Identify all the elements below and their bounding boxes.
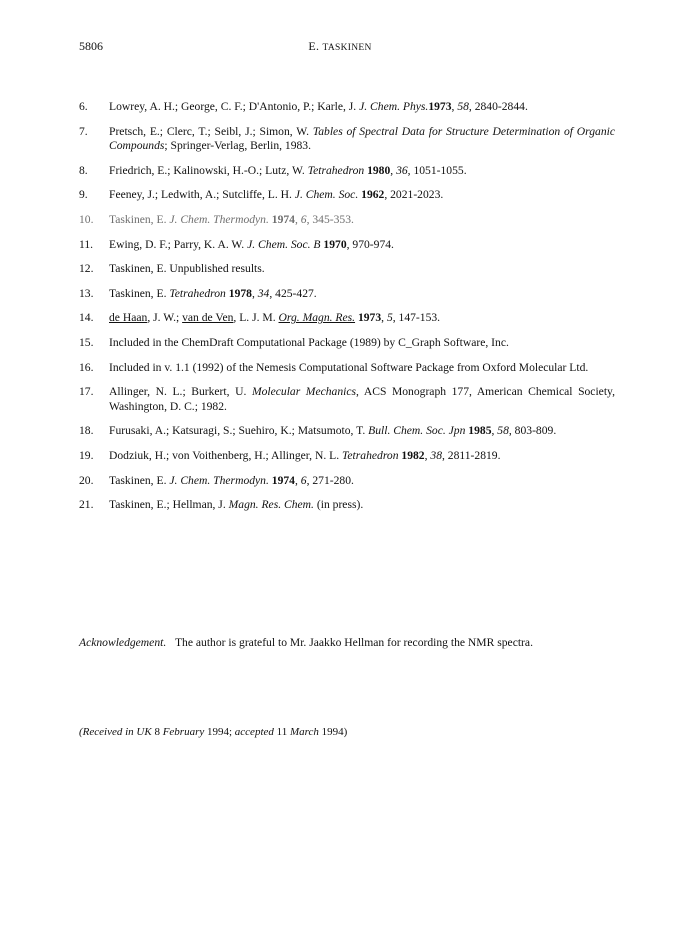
text-run: , 147-153. bbox=[392, 311, 441, 325]
text-run: J. Chem. Phys. bbox=[359, 100, 429, 113]
text-run: 58 bbox=[497, 424, 509, 438]
text-run: , J. W.; bbox=[147, 311, 183, 325]
reference-number: 18. bbox=[79, 424, 94, 438]
acknowledgement bbox=[79, 632, 615, 654]
text-run: , 803-809. bbox=[508, 424, 557, 438]
reference-item bbox=[79, 164, 615, 179]
text-run: Tetrahedron bbox=[342, 448, 399, 462]
reference-number: 19. bbox=[79, 448, 94, 462]
reference-item bbox=[79, 498, 615, 513]
text-run: (in press). bbox=[313, 498, 364, 512]
text-run: Magn. Res. Chem. bbox=[228, 498, 314, 512]
text-run: 1974 bbox=[271, 212, 295, 226]
running-head-surname: TASKINEN bbox=[322, 43, 372, 53]
reference-number: 7. bbox=[79, 124, 88, 138]
text-run: , 2840-2844. bbox=[468, 100, 528, 113]
reference-item bbox=[79, 213, 615, 228]
text-run: March bbox=[289, 726, 319, 738]
text-run: 1978 bbox=[228, 286, 252, 300]
reference-item bbox=[79, 262, 615, 277]
text-run: 1982 bbox=[401, 448, 425, 462]
text-run: 1994) bbox=[318, 726, 348, 738]
text-run: , bbox=[251, 286, 258, 300]
text-run: Furusaki, A.; Katsuragi, S.; Suehiro, K.; Matsumoto, T. bbox=[109, 424, 369, 438]
acknowledgement-heading: Acknowledgement. bbox=[79, 636, 167, 649]
text-run: ; Springer-Verlag, Berlin, 1983. bbox=[164, 139, 311, 153]
text-run: Taskinen, E. bbox=[109, 212, 170, 226]
reference-number: 14. bbox=[79, 311, 94, 325]
reference-number: 20. bbox=[79, 473, 94, 487]
reference-number: 12. bbox=[79, 262, 94, 276]
reference-text bbox=[109, 336, 615, 351]
text-run: Friedrich, E.; Kalinowski, H.-O.; Lutz, W. bbox=[109, 163, 308, 177]
text-run: 36 bbox=[396, 163, 408, 177]
text-run: Org. Magn. Res. bbox=[278, 311, 356, 325]
reference-number: 15. bbox=[79, 335, 94, 349]
text-run: Tables of Spectral Data for Structure Determination of Organic Compounds bbox=[109, 124, 615, 153]
text-run: 8 bbox=[151, 726, 163, 738]
reference-number: 10. bbox=[79, 212, 94, 226]
reference-text bbox=[109, 498, 615, 513]
text-run: , bbox=[424, 448, 431, 462]
text-run: Taskinen, E. bbox=[109, 473, 170, 487]
reference-text bbox=[109, 311, 615, 326]
reference-item bbox=[79, 361, 615, 376]
text-run: , 425-427. bbox=[269, 286, 317, 300]
text-run: Included in the ChemDraft Computational Package (1989) by C_Graph Software, Inc. bbox=[109, 335, 509, 349]
reference-item bbox=[79, 385, 615, 414]
text-run: , 1051-1055. bbox=[407, 163, 467, 177]
text-run: Feeney, J.; Ledwith, A.; Sutcliffe, L. H. bbox=[109, 188, 295, 202]
text-run: , 970-974. bbox=[346, 237, 394, 251]
reference-number: 8. bbox=[79, 163, 88, 177]
reference-number: 16. bbox=[79, 360, 94, 374]
text-run: , bbox=[381, 311, 387, 325]
reference-item bbox=[79, 449, 615, 464]
text-run: 1974 bbox=[271, 473, 295, 487]
text-run: 38 bbox=[430, 448, 442, 462]
text-run: 5 bbox=[386, 311, 393, 325]
text-run: , bbox=[491, 424, 498, 438]
text-run: 1973 bbox=[428, 100, 452, 113]
acknowledgement-text: The author is grateful to Mr. Jaakko Hellman for recording the NMR spectra. bbox=[174, 636, 533, 649]
reference-text bbox=[109, 262, 615, 277]
reference-text bbox=[109, 424, 615, 439]
text-run: , L. J. M. bbox=[233, 311, 279, 325]
text-run: 1985 bbox=[468, 424, 492, 438]
text-run: 34 bbox=[257, 286, 270, 300]
text-run: , bbox=[390, 163, 397, 177]
received-dates bbox=[79, 726, 347, 738]
text-run: J. Chem. Thermodyn. bbox=[169, 473, 269, 487]
text-run: , 2021-2023. bbox=[384, 188, 444, 202]
text-run: , ACS Monograph 177, American Chemical Society, Washington, D. C.; 1982. bbox=[109, 385, 615, 413]
text-run: J. Chem. Soc. B bbox=[247, 237, 321, 251]
text-run: 1973 bbox=[357, 311, 382, 325]
text-run: , bbox=[451, 100, 458, 113]
text-run: 1980 bbox=[367, 163, 391, 177]
text-run: Pretsch, E.; Clerc, T.; Seibl, J.; Simon, W. bbox=[109, 124, 313, 138]
reference-item bbox=[79, 336, 615, 351]
text-run: , bbox=[294, 473, 301, 487]
text-run: Taskinen, E. Unpublished results. bbox=[109, 262, 265, 276]
reference-text bbox=[109, 100, 615, 115]
reference-text bbox=[109, 188, 615, 203]
reference-text bbox=[109, 238, 615, 253]
reference-list bbox=[79, 100, 615, 523]
reference-text bbox=[109, 385, 615, 414]
text-run: Tetrahedron bbox=[307, 163, 365, 177]
reference-number: 21. bbox=[79, 498, 94, 512]
text-run: Dodziuk, H.; von Voithenberg, H.; Allinger, N. L. bbox=[109, 448, 343, 462]
text-run: Included in v. 1.1 (1992) of the Nemesis Computational Software Package from Oxford Molecular Ltd. bbox=[109, 360, 589, 374]
text-run: 1962 bbox=[361, 188, 385, 202]
text-run: J. Chem. Soc. bbox=[294, 188, 359, 202]
text-run: de Haan bbox=[109, 311, 148, 325]
text-run: 58 bbox=[457, 100, 469, 113]
text-run: 6 bbox=[300, 473, 307, 487]
text-run: , bbox=[294, 212, 301, 226]
text-run: 1970 bbox=[323, 237, 347, 251]
text-run: Ewing, D. F.; Parry, K. A. W. bbox=[109, 237, 248, 251]
reference-number: 13. bbox=[79, 286, 94, 300]
reference-item bbox=[79, 238, 615, 253]
reference-item bbox=[79, 287, 615, 302]
text-run: accepted bbox=[234, 726, 274, 738]
text-run: Taskinen, E.; Hellman, J. bbox=[109, 498, 229, 512]
running-head bbox=[0, 39, 680, 54]
reference-number: 9. bbox=[79, 188, 88, 202]
text-run: , 345-353. bbox=[306, 212, 354, 226]
reference-text bbox=[109, 449, 615, 464]
text-run: Tetrahedron bbox=[169, 286, 226, 300]
text-run: Lowrey, A. H.; George, C. F.; D'Antonio, P.; Karle, J. bbox=[109, 100, 360, 113]
reference-item bbox=[79, 100, 615, 115]
text-run: Taskinen, E. bbox=[109, 286, 170, 300]
text-run: February bbox=[162, 726, 205, 738]
text-run: 11 bbox=[273, 726, 290, 738]
reference-item bbox=[79, 125, 615, 154]
reference-number: 6. bbox=[79, 100, 88, 113]
reference-number: 11. bbox=[79, 237, 94, 251]
reference-item bbox=[79, 474, 615, 489]
reference-item bbox=[79, 188, 615, 203]
text-run: Molecular Mechanics bbox=[251, 385, 357, 399]
reference-item bbox=[79, 424, 615, 439]
text-run: , 271-280. bbox=[306, 473, 354, 487]
text-run: van de Ven bbox=[182, 311, 234, 325]
text-run: , 2811-2819. bbox=[441, 448, 501, 462]
reference-text bbox=[109, 164, 615, 179]
text-run: 1994; bbox=[204, 726, 235, 738]
text-run: (Received in UK bbox=[79, 726, 152, 738]
running-head-initial: E. bbox=[308, 39, 323, 53]
text-run: Allinger, N. L.; Burkert, U. bbox=[109, 385, 252, 399]
text-run: Bull. Chem. Soc. Jpn bbox=[368, 424, 466, 438]
reference-text bbox=[109, 287, 615, 302]
reference-item bbox=[79, 311, 615, 326]
text-run: J. Chem. Thermodyn. bbox=[169, 212, 269, 226]
reference-number: 17. bbox=[79, 385, 94, 399]
reference-text bbox=[109, 474, 615, 489]
reference-text bbox=[109, 125, 615, 154]
reference-text bbox=[109, 213, 615, 228]
page-number: 5806 bbox=[79, 39, 103, 53]
reference-text bbox=[109, 361, 615, 376]
text-run: 6 bbox=[300, 212, 307, 226]
